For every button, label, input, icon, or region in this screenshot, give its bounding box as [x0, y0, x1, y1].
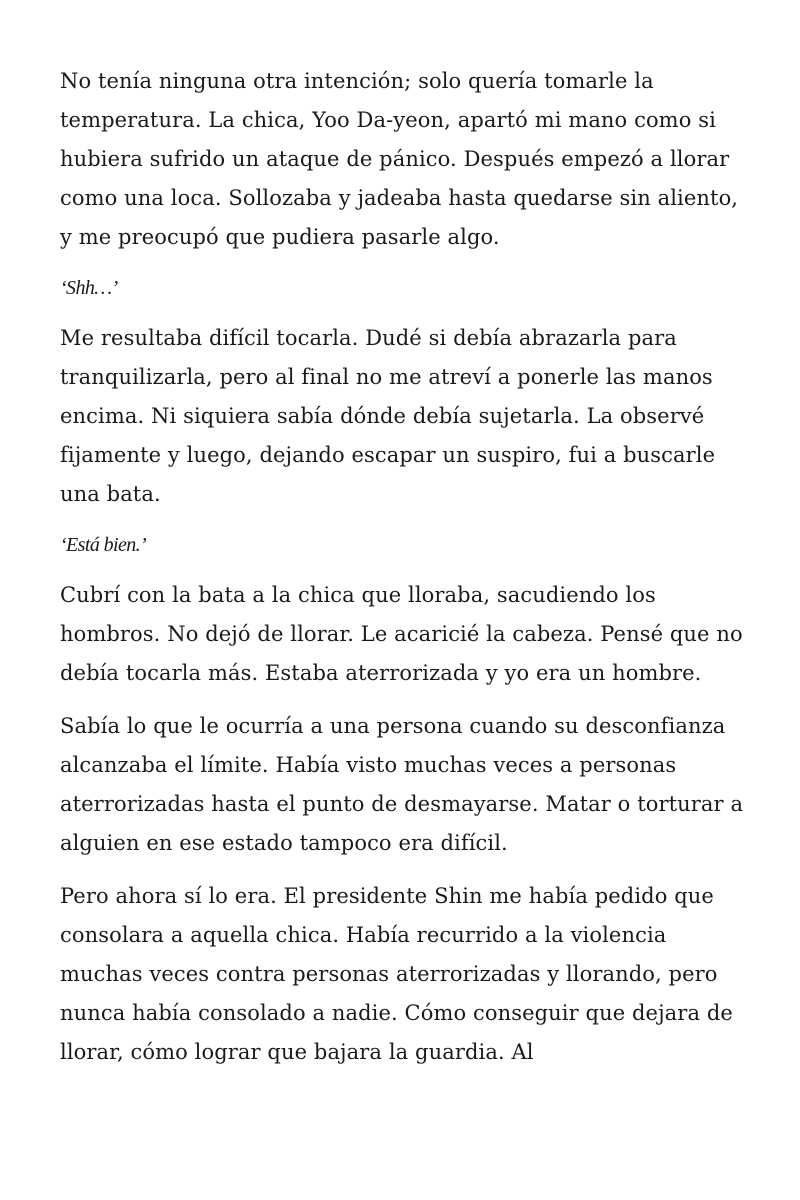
- dialogue-line-1: ‘Shh…’: [60, 277, 118, 299]
- page-body: [60, 62, 750, 1086]
- paragraph-4: Sabía lo que le ocurría a una persona cuando su desconfianza alcanzaba el límite. Había visto muchas veces a personas aterrorizadas hasta el punto de desmayarse. Matar o torturar a alguien en ese estado tampoco era difícil.: [60, 714, 744, 855]
- paragraph-2: Me resultaba difícil tocarla. Dudé si debía abrazarla para tranquilizarla, pero al final no me atreví a ponerle las manos encima. Ni siquiera sabía dónde debía sujetarla. La observé fijamente y luego, dejando escapar un suspiro, fui a buscarle una bata.: [60, 326, 716, 506]
- paragraph-5: Pero ahora sí lo era. El presidente Shin me había pedido que consolara a aquella chica. Había recurrido a la violencia muchas veces contra personas aterrorizadas y llorando, pero nunca había consolado a nadie. Cómo conseguir que dejara de llorar, cómo lograr que bajara la guardia. Al: [60, 884, 733, 1064]
- paragraph-3: Cubrí con la bata a la chica que lloraba, sacudiendo los hombros. No dejó de llorar. Le acaricié la cabeza. Pensé que no debía tocarla más. Estaba aterrorizada y yo era un hombre.: [60, 583, 743, 685]
- dialogue-line-2: ‘Está bien.’: [60, 534, 147, 556]
- paragraph-1: No tenía ninguna otra intención; solo quería tomarle la temperatura. La chica, Yoo Da-yeon, apartó mi mano como si hubiera sufrido un ataque de pánico. Después empezó a llorar como una loca. Sollozaba y jadeaba hasta quedarse sin aliento, y me preocupó que pudiera pasarle algo.: [60, 69, 739, 249]
